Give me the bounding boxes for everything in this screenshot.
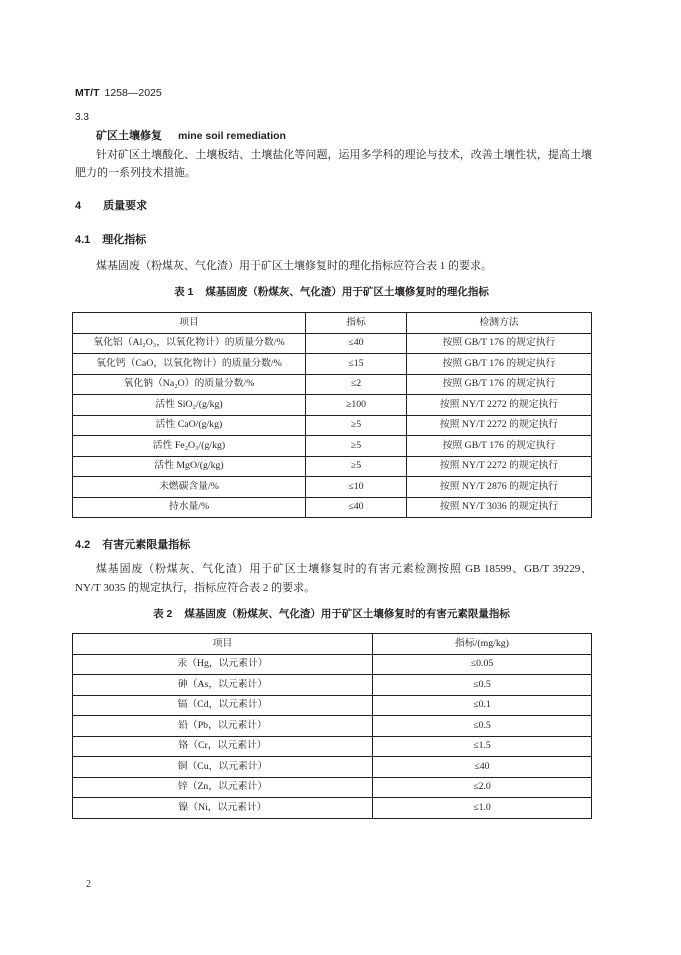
table-row [73,395,592,416]
cell-item: 镍（Ni，以元素计） [73,798,373,819]
clause-number-3-3: 3.3 [75,112,89,123]
cell-item: 活性 MgO/(g/kg) [73,456,306,477]
cell-value: ≤40 [306,497,407,518]
cell-method: 按照 GB/T 176 的规定执行 [407,374,592,395]
cell-value: ≤40 [306,333,407,354]
page-number: 2 [86,879,91,890]
cell-item: 活性 CaO/(g/kg) [73,415,306,436]
table-row [73,415,592,436]
cell-value: ≤10 [306,477,407,498]
doc-header-code [75,86,162,100]
table-row [73,757,592,778]
table-row [73,654,592,675]
cell-item: 持水量/% [73,497,306,518]
cell-value: ≤0.5 [373,675,592,696]
cell-item: 氧化钙（CaO，以氧化物计）的质量分数/% [73,354,306,375]
cell-item: 锌（Zn，以元素计） [73,777,373,798]
cell-value: ≥5 [306,456,407,477]
table-row [73,695,592,716]
clause-4-2-heading [75,538,190,552]
cell-item: 铜（Cu，以元素计） [73,757,373,778]
clause-number-4-1: 4.1 [75,234,91,246]
clause-title-4-2: 有害元素限量指标 [102,539,191,551]
cell-method: 按照 NY/T 2272 的规定执行 [407,415,592,436]
term-chinese: 矿区土壤修复 [96,130,162,142]
cell-value: ≤1.5 [373,736,592,757]
header-cell-method: 检测方法 [407,313,592,334]
cell-value: ≥5 [306,436,407,457]
cell-value: ≤2 [306,374,407,395]
table-row [73,798,592,819]
table-header-row [73,313,592,334]
table-1-caption-title: 煤基固废（粉煤灰、气化渣）用于矿区土壤修复时的理化指标 [205,286,489,298]
term-definition: 针对矿区土壤酸化、土壤板结、土壤盐化等问题，运用多学科的理论与技术，改善土壤性状，提高土壤肥力的一系列技术措施。 [75,149,592,179]
clause-title-4: 质量要求 [103,200,148,212]
cell-item: 氧化钠（Na₂O）的质量分数/% [73,374,306,395]
table-2 [72,633,592,819]
cell-value: ≤15 [306,354,407,375]
table-2-caption-label: 表 2 [153,608,173,620]
cell-item: 铬（Cr，以元素计） [73,736,373,757]
table-row [73,736,592,757]
clause-4-1-heading [75,233,146,247]
header-cell-value: 指标/(mg/kg) [373,634,592,655]
cell-method: 按照 NY/T 3036 的规定执行 [407,497,592,518]
table-row [73,354,592,375]
table-2-caption [72,607,591,621]
table-row [73,333,592,354]
term-entry [96,129,286,143]
clause-title-4-1: 理化指标 [102,234,147,246]
cell-item: 镉（Cd，以元素计） [73,695,373,716]
cell-item: 汞（Hg，以元素计） [73,654,373,675]
cell-value: ≥5 [306,415,407,436]
header-cell-item: 项目 [73,313,306,334]
cell-item: 活性 SiO₂/(g/kg) [73,395,306,416]
clause-number-4-2: 4.2 [75,539,91,551]
table-row [73,675,592,696]
term-english: mine soil remediation [178,130,286,142]
cell-value: ≥100 [306,395,407,416]
cell-method: 按照 GB/T 176 的规定执行 [407,436,592,457]
cell-value: ≤40 [373,757,592,778]
clause-4-heading [75,199,147,213]
table-row [73,477,592,498]
table-row [73,374,592,395]
cell-value: ≤2.0 [373,777,592,798]
clause-4-1-text: 煤基固废（粉煤灰、气化渣）用于矿区土壤修复时的理化指标应符合表 1 的要求。 [96,260,492,272]
cell-value: ≤0.5 [373,716,592,737]
cell-item: 氧化铝（Al₂O₃，以氧化物计）的质量分数/% [73,333,306,354]
cell-value: ≤1.0 [373,798,592,819]
doc-code-number: 1258—2025 [104,87,162,99]
cell-value: ≤0.05 [373,654,592,675]
cell-value: ≤0.1 [373,695,592,716]
cell-method: 按照 NY/T 2876 的规定执行 [407,477,592,498]
cell-method: 按照 NY/T 2272 的规定执行 [407,456,592,477]
table-2-caption-title: 煤基固废（粉煤灰、气化渣）用于矿区土壤修复时的有害元素限量指标 [184,608,510,620]
header-cell-item: 项目 [73,634,373,655]
doc-code-prefix: MT/T [75,87,100,99]
table-row [73,777,592,798]
cell-item: 活性 Fe₂O₃/(g/kg) [73,436,306,457]
cell-method: 按照 GB/T 176 的规定执行 [407,333,592,354]
table-row [73,716,592,737]
cell-method: 按照 NY/T 2272 的规定执行 [407,395,592,416]
cell-method: 按照 GB/T 176 的规定执行 [407,354,592,375]
cell-item: 铅（Pb，以元素计） [73,716,373,737]
table-header-row [73,634,592,655]
table-row [73,456,592,477]
cell-item: 砷（As，以元素计） [73,675,373,696]
cell-item: 未燃碳含量/% [73,477,306,498]
clause-number-4: 4 [75,200,82,212]
table-1-caption-label: 表 1 [174,286,194,298]
table-row [73,497,592,518]
clause-4-2-text: 煤基固废（粉煤灰、气化渣）用于矿区土壤修复时的有害元素检测按照 GB 18599、GB/T 39229、NY/T 3035 的规定执行，指标应符合表 2 的要求。 [75,563,592,594]
table-1-caption [72,285,591,299]
header-cell-value: 指标 [306,313,407,334]
table-1 [72,312,592,518]
table-row [73,436,592,457]
